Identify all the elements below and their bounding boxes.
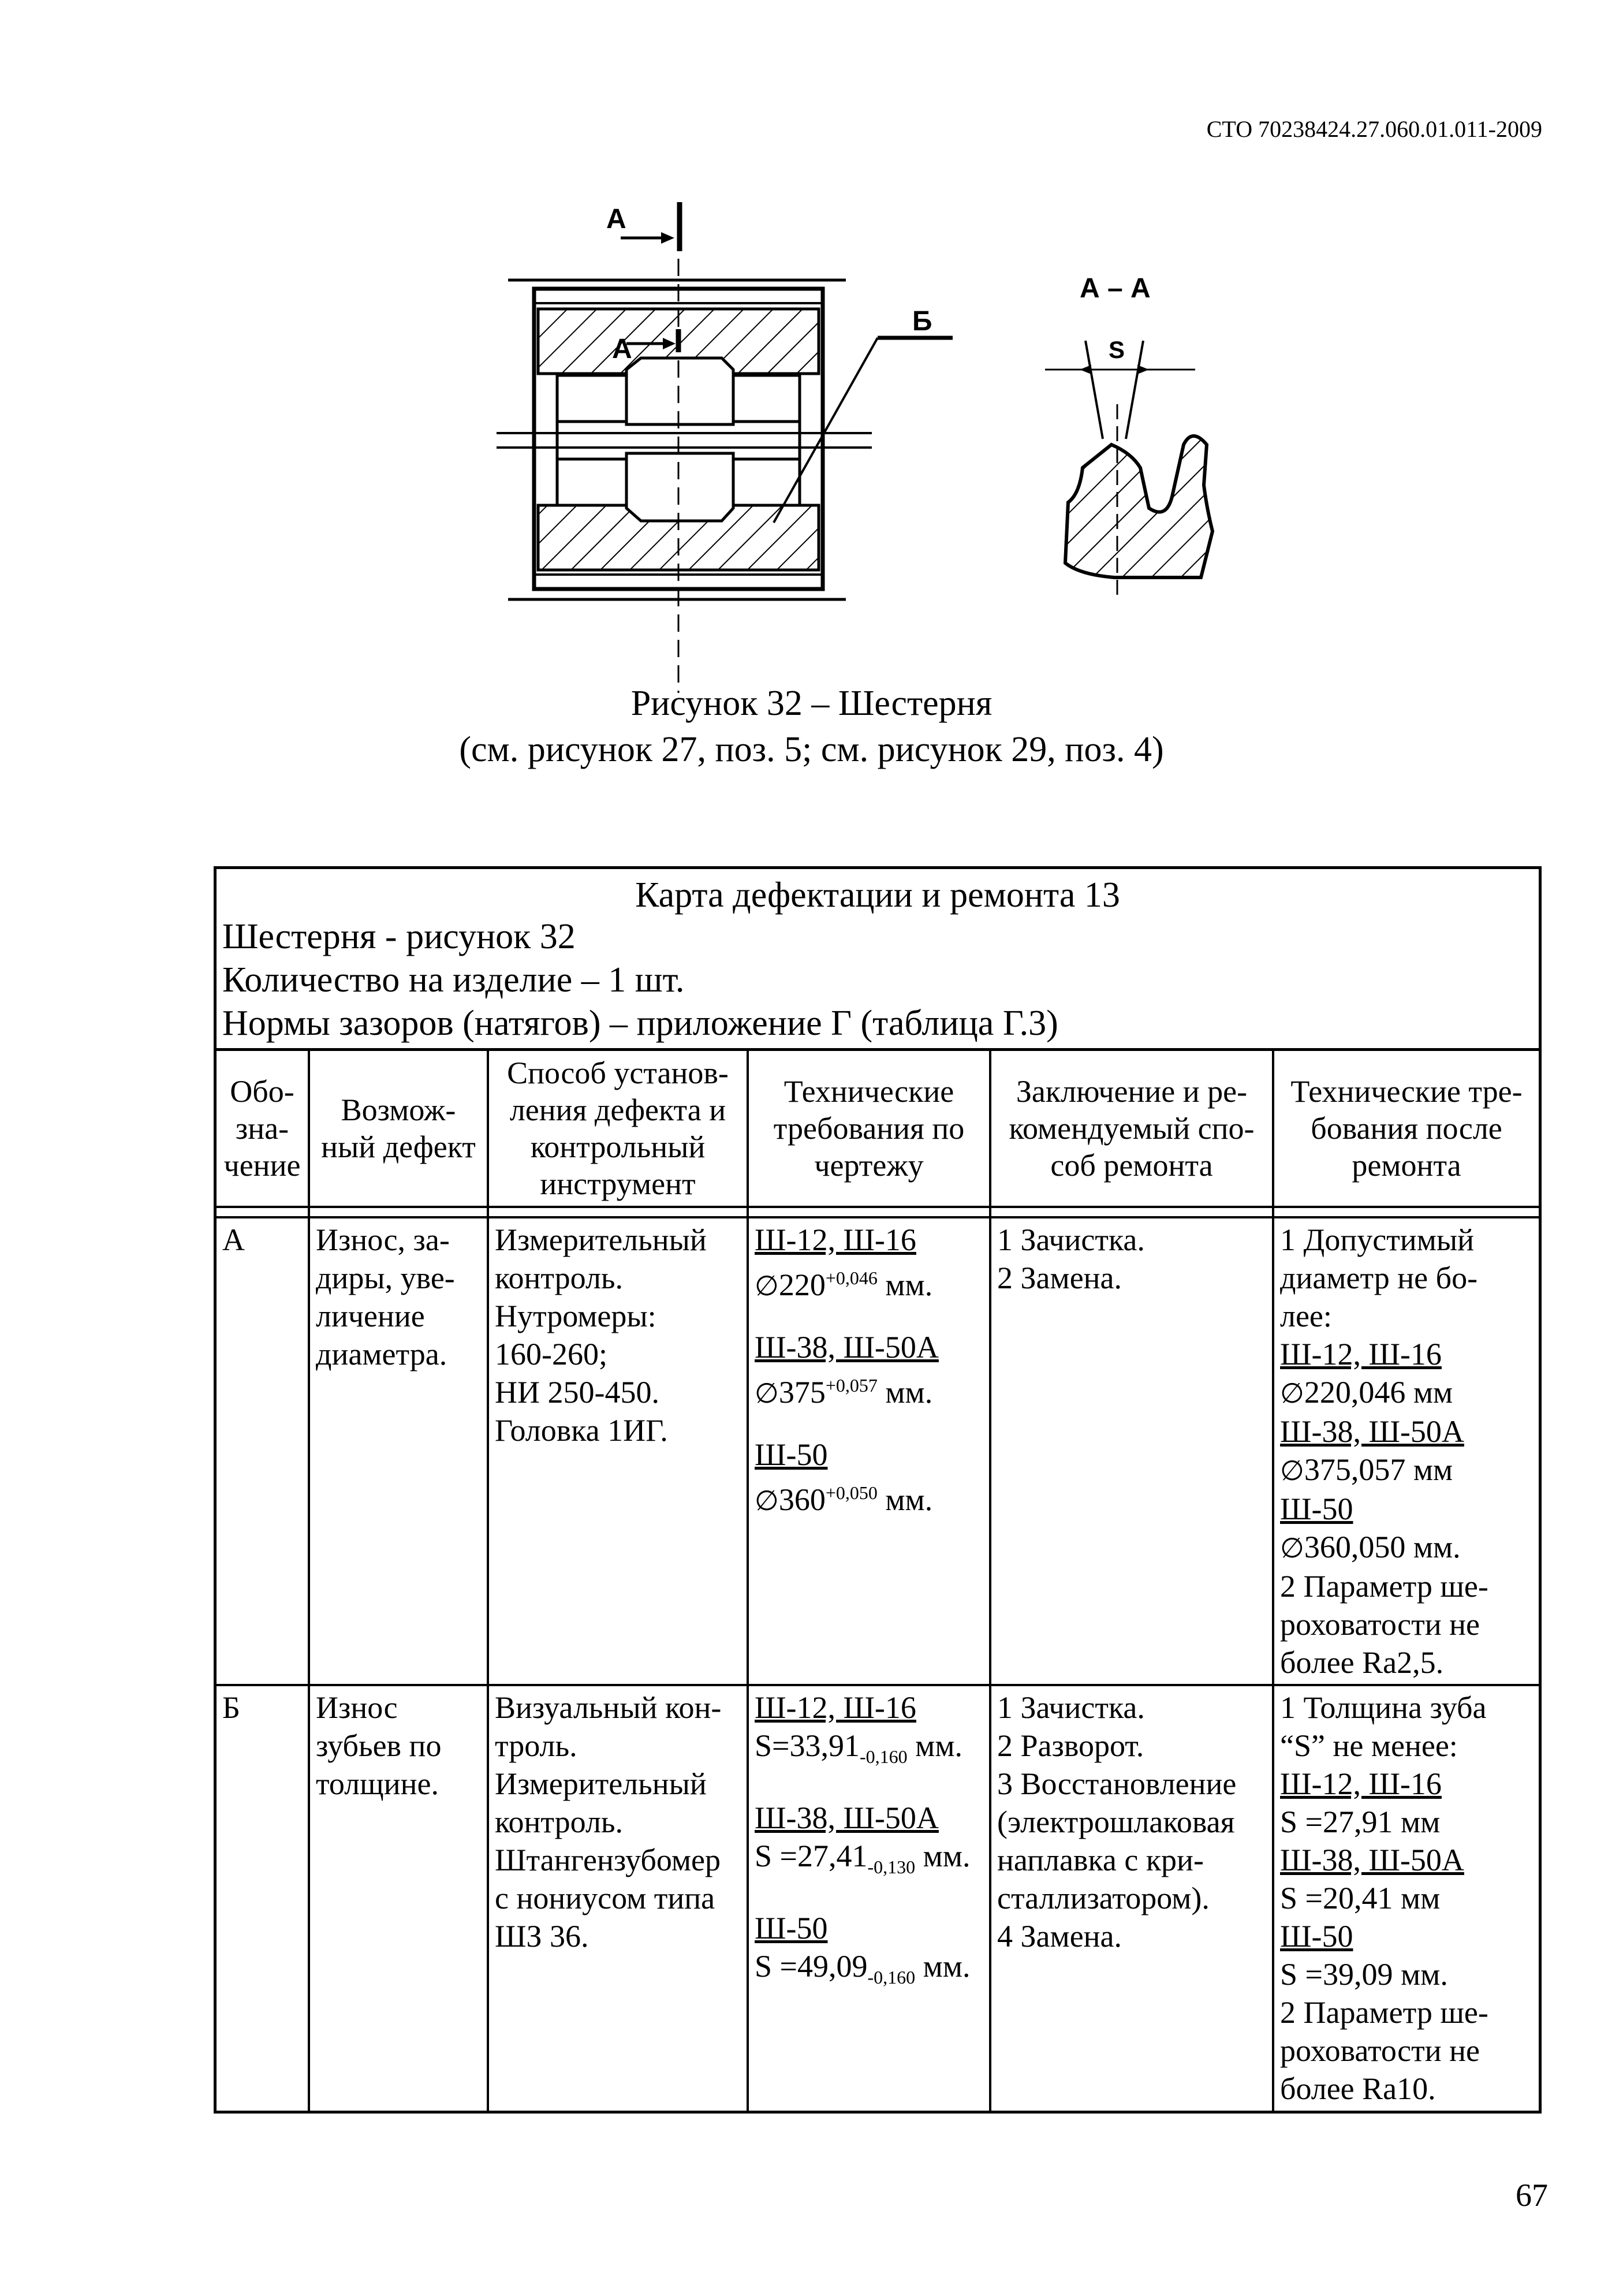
tolerance: +0,050 — [825, 1482, 878, 1503]
spacer — [755, 1776, 983, 1799]
after-line: лее: — [1280, 1299, 1332, 1333]
after-line: 2 Параметр ше- — [1280, 1569, 1488, 1604]
tooth-section-view — [1045, 341, 1212, 601]
repair-line: 2 Разворот. — [997, 1728, 1144, 1763]
requirements-cell — [748, 1217, 990, 1685]
unit: мм. — [877, 1482, 933, 1517]
document-code: СТО 70238424.27.060.01.011-2009 — [1206, 116, 1542, 142]
grade-label: Ш-50 — [1280, 1492, 1353, 1526]
repair-line: 3 Восстановление — [997, 1766, 1237, 1801]
nominal-value: 33,91 — [789, 1728, 860, 1763]
card-title: Карта дефектации и ремонта 13 — [635, 875, 1120, 915]
value-text: 220,046 мм — [1304, 1375, 1453, 1410]
dimension-label-s: S — [1109, 336, 1125, 363]
designation-cell: Б — [217, 1685, 309, 2112]
after-value — [1280, 1803, 1533, 1841]
value-prefix: S = — [755, 1948, 797, 1984]
diameter-icon: ∅ — [755, 1377, 779, 1410]
method-line: Визуальный кон- — [495, 1690, 722, 1725]
after-repair-cell — [1273, 1217, 1539, 1685]
repair-line: 1 Зачистка. — [997, 1222, 1145, 1257]
grade-label: Ш-38, Ш-50А — [755, 1800, 939, 1835]
diameter-icon: ∅ — [1280, 1377, 1304, 1410]
figure-label-a-top: А — [606, 204, 626, 234]
tolerance: -0,160 — [867, 1966, 916, 1988]
defect-cell — [309, 1685, 488, 2112]
table-body — [217, 1207, 1539, 2112]
value-text: S =27,91 мм — [1280, 1805, 1441, 1839]
method-cell — [488, 1685, 748, 2112]
table-header-row — [217, 1051, 1539, 1207]
method-line: Головка 1ИГ. — [495, 1413, 668, 1448]
spacer — [755, 1886, 983, 1909]
nominal-value: 27,41 — [797, 1838, 868, 1873]
value-text: 375,057 мм — [1304, 1452, 1453, 1487]
method-line: Нутромеры: — [495, 1299, 656, 1333]
nominal-value: 49,09 — [797, 1948, 868, 1984]
value-text: S =39,09 мм. — [1280, 1957, 1448, 1992]
repair-cell — [990, 1217, 1273, 1685]
method-line: с нониусом типа — [495, 1881, 715, 1915]
defect-line: зубьев по — [316, 1728, 442, 1763]
defect-table — [217, 1051, 1539, 2112]
grade-label: Ш-38, Ш-50А — [1280, 1843, 1464, 1877]
defect-line: диаметра. — [316, 1337, 447, 1371]
grade-label: Ш-50 — [1280, 1919, 1353, 1954]
card-quantity-line: Количество на изделие – 1 шт. — [222, 960, 685, 1000]
defect-line: диры, уве- — [316, 1261, 455, 1295]
repair-line: 4 Замена. — [997, 1919, 1122, 1954]
method-line: НИ 250-450. — [495, 1375, 659, 1410]
defect-line: личение — [316, 1299, 425, 1333]
figure-caption-ref: (см. рисунок 27, поз. 5; см. рисунок 29, поз. 4) — [459, 730, 1164, 769]
method-line: Штангензубомер — [495, 1843, 721, 1877]
after-line: роховатости не — [1280, 1607, 1480, 1642]
grade-label: Ш-12, Ш-16 — [1280, 1766, 1442, 1801]
unit: мм. — [915, 1948, 971, 1984]
diameter-icon: ∅ — [1280, 1532, 1304, 1564]
method-line: Измерительный — [495, 1766, 707, 1801]
tolerance: -0,130 — [867, 1856, 916, 1877]
nominal-value: 375 — [778, 1375, 826, 1410]
after-value — [1280, 1373, 1533, 1412]
repair-line: 2 Замена. — [997, 1261, 1122, 1295]
after-line: 2 Параметр ше- — [1280, 1995, 1488, 2030]
after-line: более Ra2,5. — [1280, 1645, 1444, 1680]
diameter-icon: ∅ — [1280, 1455, 1304, 1487]
after-line: 1 Допустимый — [1280, 1222, 1475, 1257]
defect-repair-card — [214, 866, 1542, 2114]
method-line: Измерительный — [495, 1222, 707, 1257]
defect-line: Износ — [316, 1690, 398, 1725]
repair-cell — [990, 1685, 1273, 2112]
requirement-value — [755, 1474, 983, 1520]
value-prefix: S= — [755, 1728, 790, 1763]
section-label: А – А — [1080, 273, 1151, 304]
repair-line: сталлизатором). — [997, 1881, 1210, 1915]
after-value — [1280, 1879, 1533, 1917]
figure-label-b: Б — [912, 306, 932, 337]
nominal-value: 220 — [778, 1268, 826, 1302]
table-row — [217, 1217, 1539, 1685]
after-value — [1280, 1451, 1533, 1490]
defect-cell — [309, 1217, 488, 1685]
unit: мм. — [877, 1375, 933, 1410]
spacer — [755, 1305, 983, 1328]
tolerance: +0,057 — [825, 1375, 878, 1396]
table-row — [217, 1685, 1539, 2112]
col-repair-header: Заключение и ре- комендуемый спо- соб ремонта — [990, 1051, 1273, 1207]
after-repair-cell — [1273, 1685, 1539, 2112]
method-line: ШЗ 36. — [495, 1919, 589, 1954]
col-method-header: Способ установ- ления дефекта и контрольный инструмент — [488, 1051, 748, 1207]
after-line: более Ra10. — [1280, 2071, 1436, 2106]
spacer — [755, 1412, 983, 1436]
repair-line: 1 Зачистка. — [997, 1690, 1145, 1725]
grade-label: Ш-50 — [755, 1437, 828, 1472]
figure-caption: Рисунок 32 – Шестерня — [630, 684, 993, 723]
diameter-icon: ∅ — [755, 1270, 779, 1302]
card-header — [217, 869, 1539, 1051]
requirement-value — [755, 1366, 983, 1412]
requirement-value — [755, 1259, 983, 1305]
after-line: “S” не менее: — [1280, 1728, 1458, 1763]
value-text: S =20,41 мм — [1280, 1881, 1441, 1915]
unit: мм. — [907, 1728, 962, 1763]
requirements-cell — [748, 1685, 990, 2112]
col-requirements-header: Технические требования по чертежу — [748, 1051, 990, 1207]
designation-cell: А — [217, 1217, 309, 1685]
method-cell — [488, 1217, 748, 1685]
figure-label-a-inner: А — [612, 334, 632, 364]
after-line: роховатости не — [1280, 2033, 1480, 2068]
value-prefix: S = — [755, 1838, 797, 1873]
after-value — [1280, 1528, 1533, 1567]
repair-line: (электрошлаковая — [997, 1805, 1235, 1839]
grade-label: Ш-12, Ш-16 — [755, 1222, 916, 1257]
after-value — [1280, 1955, 1533, 1993]
col-after-repair-header: Технические тре- бования после ремонта — [1273, 1051, 1539, 1207]
after-line: 1 Толщина зуба — [1280, 1690, 1487, 1725]
method-line: контроль. — [495, 1261, 624, 1295]
method-line: троль. — [495, 1728, 577, 1763]
gear-side-view — [497, 202, 953, 693]
col-designation-header: Обо- зна- чение — [217, 1051, 309, 1207]
card-norms-line: Нормы зазоров (натягов) – приложение Г (таблица Г.3) — [222, 1004, 1058, 1043]
repair-line: наплавка с кри- — [997, 1843, 1204, 1877]
defect-line: Износ, за- — [316, 1222, 450, 1257]
grade-label: Ш-38, Ш-50А — [755, 1330, 939, 1365]
header-separator — [217, 1207, 1539, 1217]
grade-label: Ш-38, Ш-50А — [1280, 1414, 1464, 1449]
nominal-value: 360 — [778, 1482, 826, 1517]
page-number: 67 — [1516, 2178, 1548, 2213]
grade-label: Ш-12, Ш-16 — [755, 1690, 916, 1725]
card-part-line: Шестерня - рисунок 32 — [222, 917, 576, 956]
diameter-icon: ∅ — [755, 1485, 779, 1517]
method-line: контроль. — [495, 1805, 624, 1839]
gear-drawing — [473, 196, 1259, 693]
col-defect-header: Возмож- ный дефект — [309, 1051, 488, 1207]
method-line: 160-260; — [495, 1337, 607, 1371]
tolerance: -0,160 — [860, 1746, 908, 1767]
value-text: 360,050 мм. — [1304, 1530, 1461, 1564]
requirement-value — [755, 1947, 983, 1996]
unit: мм. — [877, 1268, 933, 1302]
tolerance: +0,046 — [825, 1268, 878, 1288]
defect-line: толщине. — [316, 1766, 439, 1801]
requirement-value — [755, 1837, 983, 1886]
unit: мм. — [915, 1838, 971, 1873]
grade-label: Ш-50 — [755, 1910, 828, 1945]
after-line: диаметр не бо- — [1280, 1261, 1478, 1295]
requirement-value — [755, 1727, 983, 1776]
grade-label: Ш-12, Ш-16 — [1280, 1337, 1442, 1371]
